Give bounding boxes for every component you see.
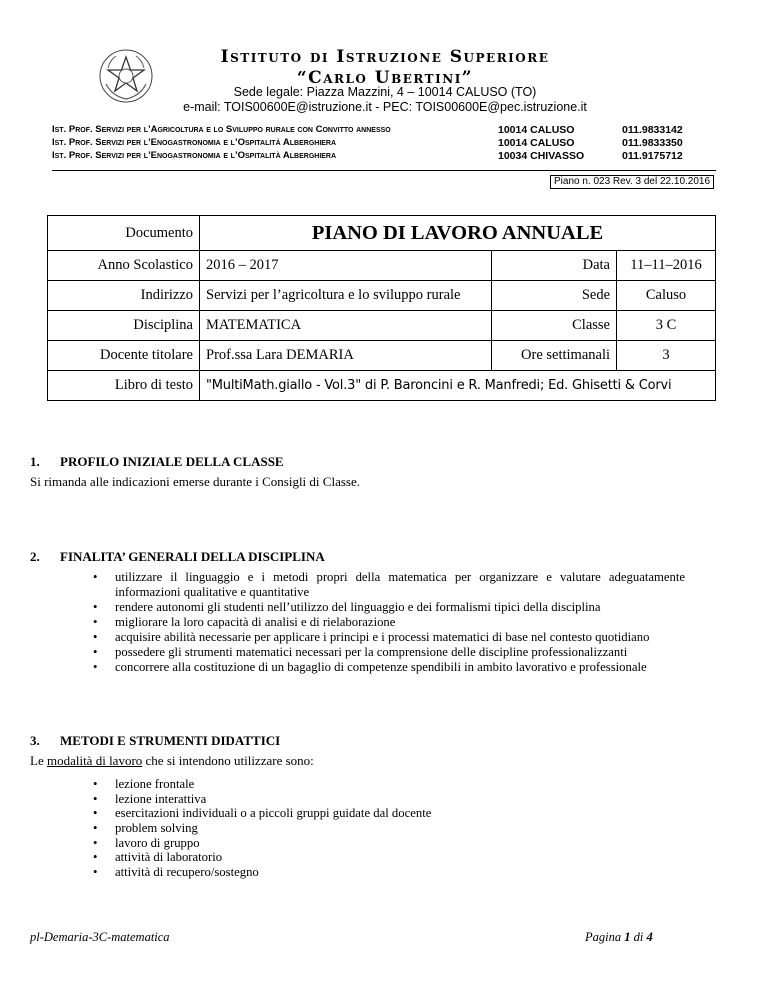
- anno-label: Anno Scolastico: [48, 251, 200, 281]
- libro-value: "MultiMath.giallo - Vol.3" di P. Baroncini e R. Manfredi; Ed. Ghisetti & Corvi: [200, 371, 716, 401]
- school-phone: 011.9833142: [622, 124, 683, 136]
- document-title: PIANO DI LAVORO ANNUALE: [200, 216, 716, 251]
- indirizzo-value: Servizi per l’agricoltura e lo sviluppo rurale: [200, 281, 492, 311]
- list-item: • acquisire abilità necessarie per applicare i principi e i processi matematici di base nel contesto quotidiano: [93, 630, 650, 644]
- disciplina-value: MATEMATICA: [200, 311, 492, 341]
- anno-value: 2016 – 2017: [200, 251, 492, 281]
- school-name: Ist. Prof. Servizi per l’Enogastronomia e l’Ospitalità Alberghiera: [52, 150, 337, 161]
- list-item: • utilizzare il linguaggio e i metodi propri della matematica per organizzare e valutare adeguatamente informazioni qualitative e quantitative: [93, 570, 685, 599]
- contact-emails: e-mail: TOIS00600E@istruzione.it - PEC: TOIS00600E@pec.istruzione.it: [183, 100, 587, 114]
- school-city: 10014 CALUSO: [498, 124, 575, 136]
- list-item: • concorrere alla costituzione di un bagaglio di competenze spendibili in ambito lavorativo e professionale: [93, 660, 647, 674]
- list-item: • problem solving: [93, 821, 198, 836]
- ore-value: 3: [617, 341, 716, 371]
- header-divider: [52, 170, 716, 171]
- school-name: Ist. Prof. Servizi per l’Enogastronomia e l’Ospitalità Alberghiera: [52, 137, 337, 148]
- page-number: Pagina 1 di 4: [585, 930, 653, 944]
- legal-address: Sede legale: Piazza Mazzini, 4 – 10014 CALUSO (TO): [233, 85, 537, 99]
- section-number: 1.: [30, 454, 40, 469]
- docente-label: Docente titolare: [48, 341, 200, 371]
- list-item: • attività di recupero/sostegno: [93, 865, 259, 880]
- school-row: [52, 150, 722, 163]
- ore-label: Ore settimanali: [492, 341, 617, 371]
- school-phone: 011.9833350: [622, 137, 683, 149]
- data-value: 11–11–2016: [617, 251, 716, 281]
- revision-box: Piano n. 023 Rev. 3 del 22.10.2016: [550, 175, 714, 189]
- disciplina-label: Disciplina: [48, 311, 200, 341]
- footer-filename: pl-Demaria-3C-matematica: [30, 930, 170, 944]
- section-title: PROFILO INIZIALE DELLA CLASSE: [60, 454, 284, 469]
- sede-value: Caluso: [617, 281, 716, 311]
- section-1-text: Si rimanda alle indicazioni emerse durante i Consigli di Classe.: [30, 474, 360, 489]
- list-item: • migliorare la loro capacità di analisi e di rielaborazione: [93, 615, 396, 629]
- school-row: [52, 124, 722, 137]
- school-city: 10014 CALUSO: [498, 137, 575, 149]
- classe-label: Classe: [492, 311, 617, 341]
- section-number: 2.: [30, 549, 40, 564]
- list-item: • lezione frontale: [93, 777, 195, 791]
- section-title: FINALITA’ GENERALI DELLA DISCIPLINA: [60, 549, 325, 564]
- list-item: • esercitazioni individuali o a piccoli gruppi guidate dal docente: [93, 806, 432, 821]
- list-item: • attività di laboratorio: [93, 850, 223, 865]
- data-label: Data: [492, 251, 617, 281]
- list-item: • possedere gli strumenti matematici necessari per la comprensione delle discipline professionalizzanti: [93, 645, 628, 659]
- section-3-intro: Le modalità di lavoro che si intendono utilizzare sono:: [30, 753, 314, 768]
- section-title: METODI E STRUMENTI DIDATTICI: [60, 733, 281, 748]
- sede-label: Sede: [492, 281, 617, 311]
- list-item: • rendere autonomi gli studenti nell’utilizzo del linguaggio e dei formalismi tipici della disciplina: [93, 600, 601, 614]
- school-phone: 011.9175712: [622, 150, 683, 162]
- section-number: 3.: [30, 733, 40, 748]
- school-city: 10034 CHIVASSO: [498, 150, 585, 162]
- classe-value: 3 C: [617, 311, 716, 341]
- indirizzo-label: Indirizzo: [48, 281, 200, 311]
- metodi-list: [93, 777, 432, 880]
- documento-label: Documento: [48, 216, 200, 251]
- finalita-list: [93, 570, 685, 675]
- document-info-table: [47, 215, 716, 401]
- schools-list: [52, 124, 722, 163]
- docente-value: Prof.ssa Lara DEMARIA: [200, 341, 492, 371]
- underlined-phrase: modalità di lavoro: [46, 753, 143, 768]
- school-name: Ist. Prof. Servizi per l’Agricoltura e lo Sviluppo rurale con Convitto annesso: [52, 124, 391, 135]
- list-item: • lavoro di gruppo: [93, 835, 200, 850]
- list-item: • lezione interattiva: [93, 791, 207, 806]
- school-row: [52, 137, 722, 150]
- institute-name-line1: Istituto di Istruzione Superiore: [220, 47, 550, 67]
- section-heading-3: [30, 733, 280, 749]
- section-heading-1: [30, 454, 284, 470]
- institute-name-line2: “Carlo Ubertini”: [296, 68, 474, 88]
- libro-label: Libro di testo: [48, 371, 200, 401]
- section-heading-2: [30, 549, 325, 565]
